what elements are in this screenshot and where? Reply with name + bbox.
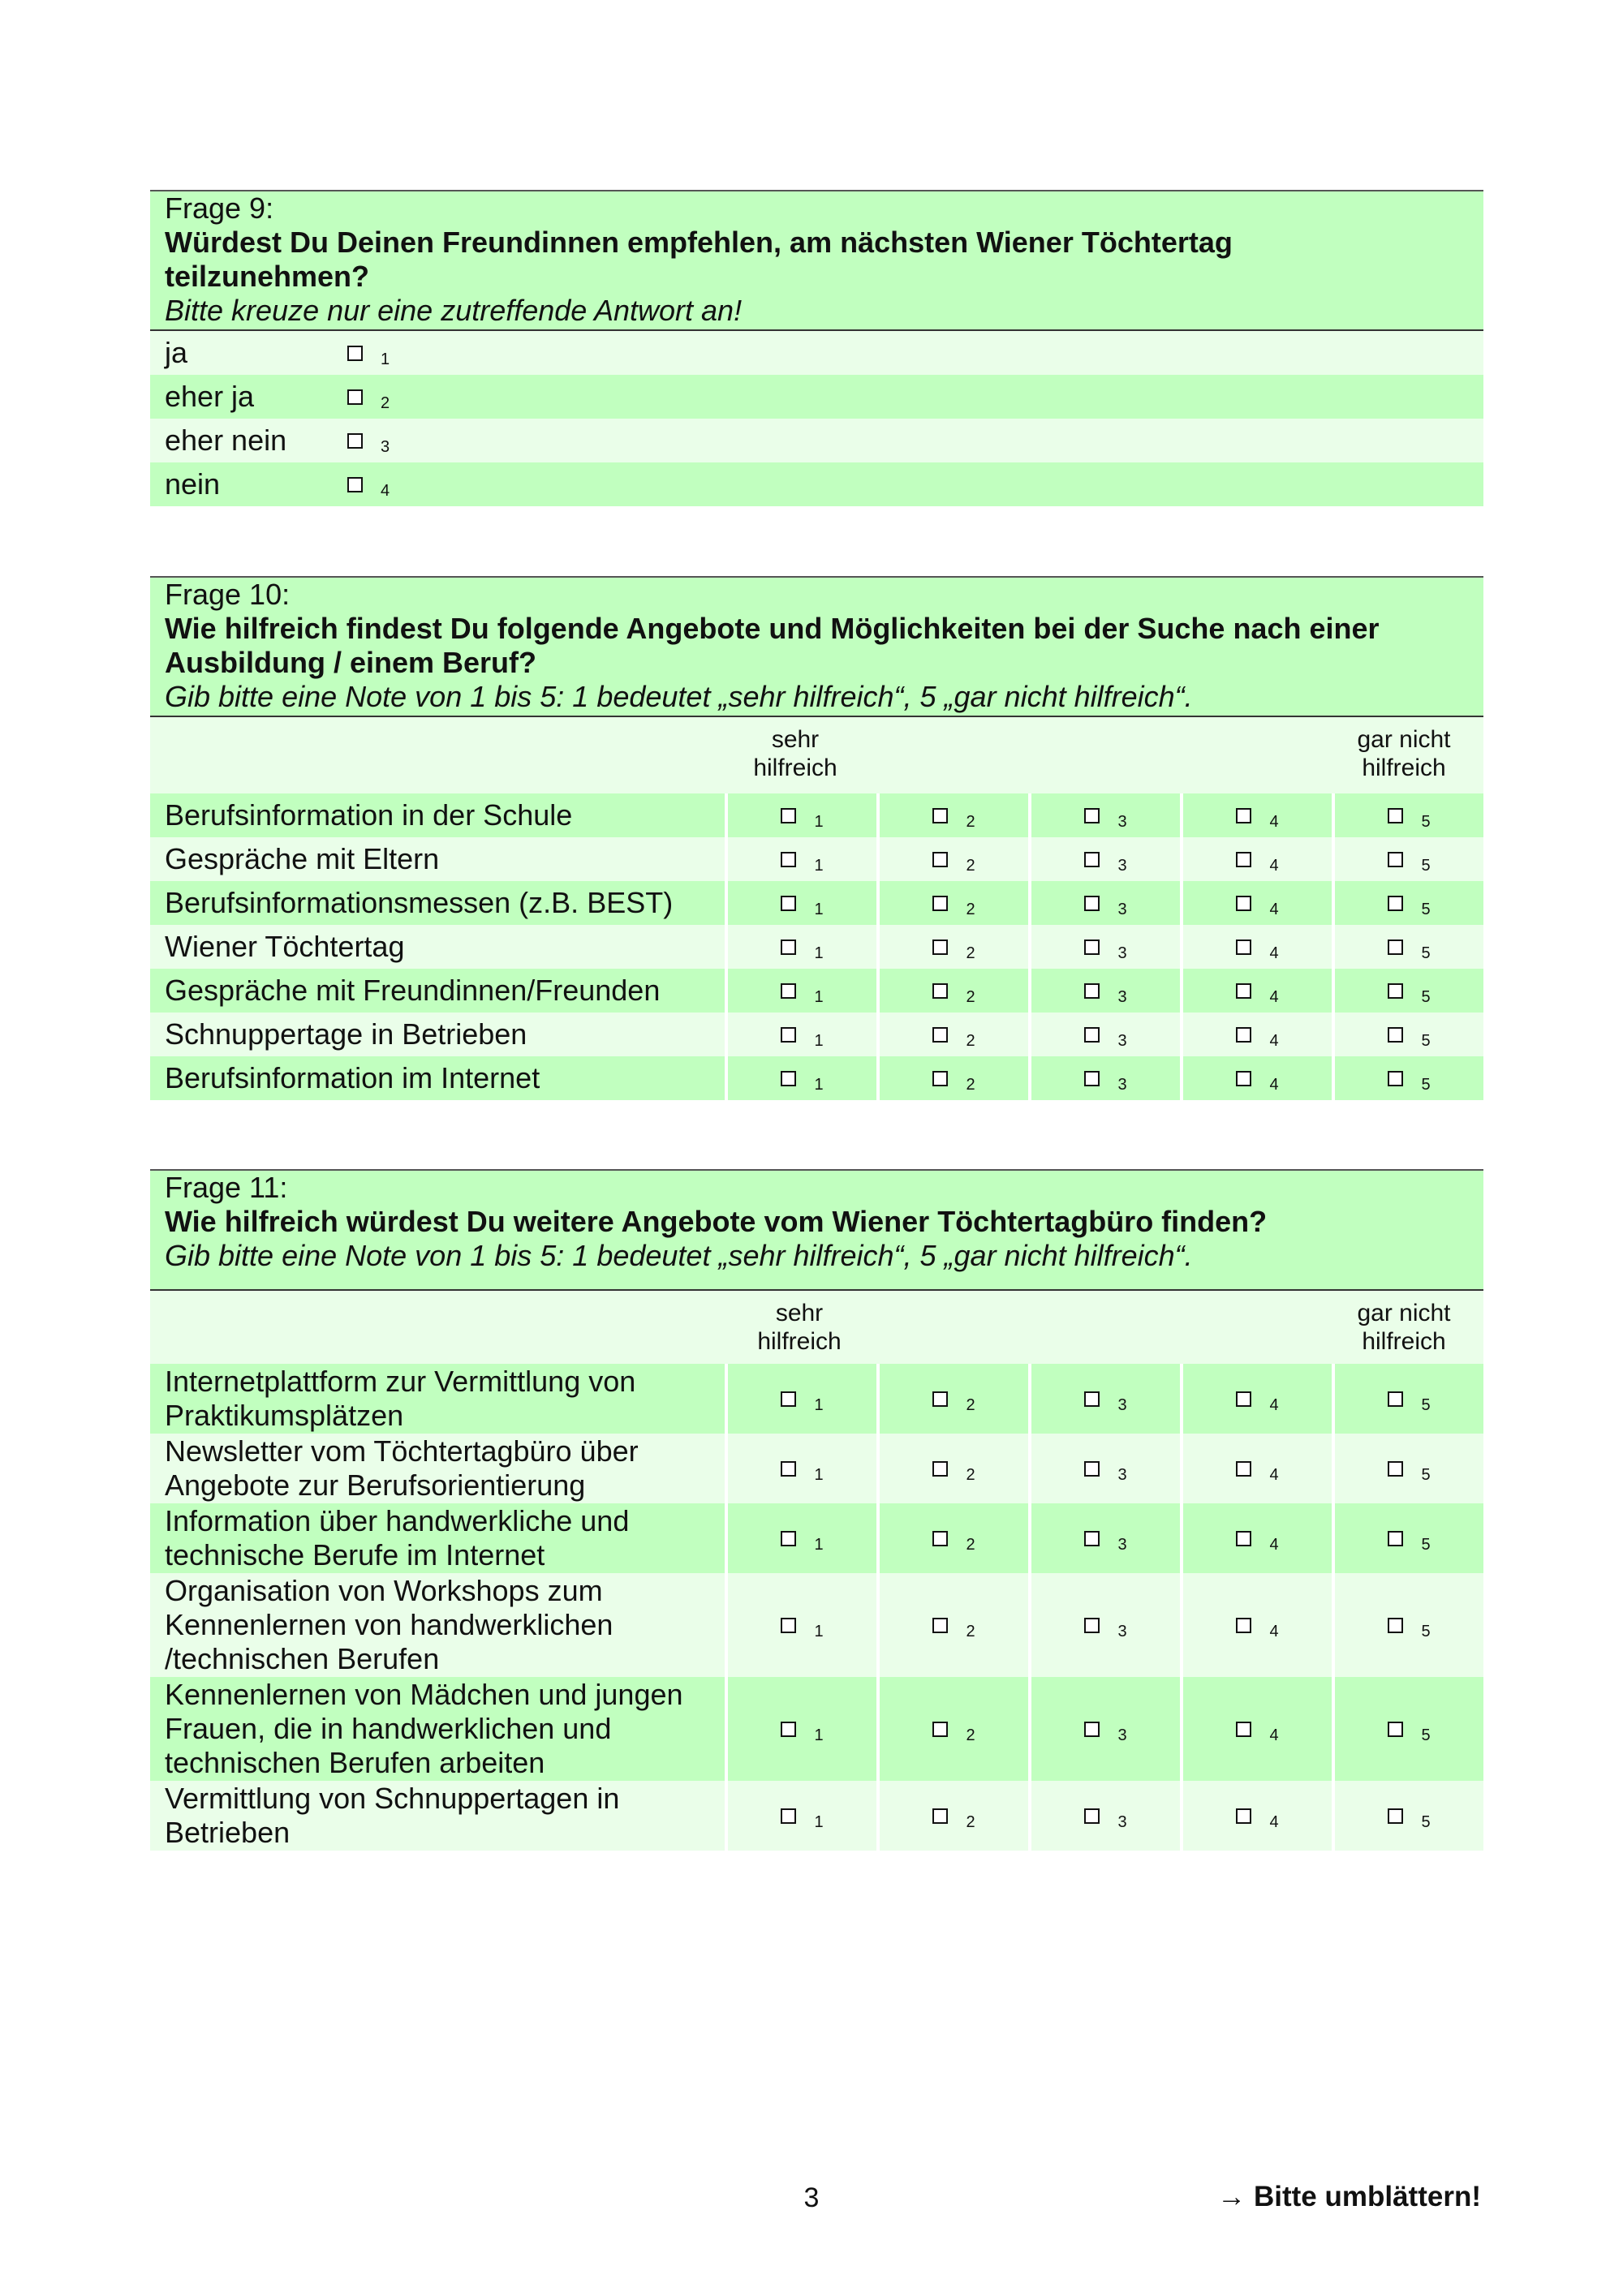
scale-high-label: gar nicht hilfreich <box>1357 726 1451 781</box>
rating-item-label: Gespräche mit Freundinnen/Freunden <box>165 974 661 1007</box>
rating-cell <box>1180 925 1332 969</box>
answer-code: 2 <box>381 393 390 412</box>
checkbox[interactable] <box>1388 1618 1403 1633</box>
checkbox[interactable] <box>1236 983 1251 999</box>
checkbox[interactable] <box>781 1808 796 1824</box>
answer-code: 2 <box>966 1395 975 1414</box>
rating-cell <box>876 1677 1028 1781</box>
question-11-items <box>150 1364 1483 1851</box>
checkbox[interactable] <box>1236 1531 1251 1546</box>
checkbox[interactable] <box>1236 1808 1251 1824</box>
rating-row <box>150 1781 1483 1851</box>
rating-row <box>150 837 1483 881</box>
answer-code: 1 <box>814 1075 824 1094</box>
checkbox[interactable] <box>1388 1808 1403 1824</box>
checkbox[interactable] <box>781 1461 796 1477</box>
rating-cell <box>1028 1503 1180 1573</box>
rating-cell <box>1180 1056 1332 1100</box>
checkbox[interactable] <box>781 983 796 999</box>
checkbox[interactable] <box>1388 939 1403 955</box>
rating-cell <box>876 1056 1028 1100</box>
rating-item-label: Organisation von Workshops zum Kennenlernen von handwerklichen /technischen Berufen <box>165 1574 613 1675</box>
checkbox[interactable] <box>781 1391 796 1407</box>
answer-code: 4 <box>1269 1465 1279 1484</box>
question-10-items <box>150 793 1483 1100</box>
rating-cell <box>876 1503 1028 1573</box>
question-11-header <box>150 1169 1483 1291</box>
rating-cell <box>1028 1781 1180 1851</box>
checkbox[interactable] <box>932 1027 948 1043</box>
rating-cell <box>876 1434 1028 1503</box>
answer-code: 5 <box>1421 856 1431 875</box>
rating-cell <box>876 925 1028 969</box>
answer-code: 5 <box>1421 1395 1431 1414</box>
checkbox[interactable] <box>1388 808 1403 823</box>
rating-row <box>150 1677 1483 1781</box>
scale-header <box>150 717 1483 793</box>
checkbox[interactable] <box>1388 1531 1403 1546</box>
answer-code: 3 <box>1117 900 1127 918</box>
answer-code: 3 <box>1117 1395 1127 1414</box>
rating-cell <box>1028 1434 1180 1503</box>
checkbox[interactable] <box>1236 852 1251 867</box>
rating-cell <box>1180 1364 1332 1434</box>
answer-code: 2 <box>966 1465 975 1484</box>
rating-item-label: Schnuppertage in Betrieben <box>165 1017 527 1051</box>
checkbox[interactable] <box>932 1461 948 1477</box>
scale-low-label: sehr hilfreich <box>753 726 837 781</box>
rating-cell <box>1332 1434 1483 1503</box>
rating-cell <box>725 1781 876 1851</box>
rating-cell <box>1028 1056 1180 1100</box>
question-9 <box>150 190 1483 506</box>
question-11 <box>150 1169 1483 1851</box>
option-label: nein <box>165 467 221 501</box>
answer-code: 5 <box>1421 812 1431 831</box>
rating-cell <box>725 1364 876 1434</box>
answer-code: 5 <box>1421 1075 1431 1094</box>
scale-low-label: sehr hilfreich <box>757 1300 842 1355</box>
answer-code: 2 <box>966 1031 975 1050</box>
answer-code: 1 <box>814 1031 824 1050</box>
checkbox[interactable] <box>1236 1722 1251 1737</box>
checkbox[interactable] <box>932 808 948 823</box>
answer-code: 5 <box>1421 1726 1431 1744</box>
checkbox[interactable] <box>1236 808 1251 823</box>
answer-code: 1 <box>814 1812 824 1831</box>
question-10-header <box>150 576 1483 717</box>
answer-code: 3 <box>1117 1812 1127 1831</box>
rating-item-label: Berufsinformation in der Schule <box>165 798 573 832</box>
checkbox[interactable] <box>1388 852 1403 867</box>
answer-code: 4 <box>1269 812 1279 831</box>
rating-cell <box>1332 837 1483 881</box>
answer-code: 1 <box>814 1395 824 1414</box>
answer-code: 2 <box>966 987 975 1006</box>
answer-code: 5 <box>1421 1622 1431 1640</box>
answer-code: 2 <box>966 812 975 831</box>
checkbox[interactable] <box>347 346 363 361</box>
answer-code: 1 <box>814 812 824 831</box>
question-11-title: Wie hilfreich würdest Du weitere Angebote vom Wiener Töchtertagbüro finden? <box>165 1205 1268 1238</box>
answer-code: 4 <box>1269 1075 1279 1094</box>
answer-code: 4 <box>1269 1395 1279 1414</box>
rating-cell <box>725 1056 876 1100</box>
rating-row <box>150 1056 1483 1100</box>
answer-code: 3 <box>1117 856 1127 875</box>
rating-item-label: Information über handwerkliche und technische Berufe im Internet <box>165 1504 630 1572</box>
rating-cell <box>876 1364 1028 1434</box>
checkbox[interactable] <box>1236 939 1251 955</box>
rating-cell <box>1180 1434 1332 1503</box>
answer-code: 4 <box>1269 987 1279 1006</box>
option-row <box>150 462 1483 506</box>
rating-cell <box>1332 1056 1483 1100</box>
rating-cell <box>1028 881 1180 925</box>
rating-row <box>150 1364 1483 1434</box>
checkbox[interactable] <box>1084 1391 1100 1407</box>
answer-code: 5 <box>1421 987 1431 1006</box>
answer-code: 3 <box>1117 1075 1127 1094</box>
option-label: eher ja <box>165 380 255 413</box>
rating-cell <box>1180 1013 1332 1056</box>
checkbox[interactable] <box>1236 1618 1251 1633</box>
option-label: eher nein <box>165 424 287 457</box>
checkbox[interactable] <box>1084 896 1100 911</box>
checkbox[interactable] <box>781 1722 796 1737</box>
rating-cell <box>1180 1781 1332 1851</box>
checkbox[interactable] <box>1084 1531 1100 1546</box>
checkbox[interactable] <box>781 939 796 955</box>
rating-row <box>150 1503 1483 1573</box>
answer-code: 5 <box>1421 1535 1431 1554</box>
checkbox[interactable] <box>932 1808 948 1824</box>
rating-item-label: Kennenlernen von Mädchen und jungen Frauen, die in handwerklichen und technischen Berufen arbeiten <box>165 1678 683 1779</box>
question-9-number: Frage 9: <box>165 191 274 225</box>
answer-code: 2 <box>966 1812 975 1831</box>
checkbox[interactable] <box>781 852 796 867</box>
question-11-hint: Gib bitte eine Note von 1 bis 5: 1 bedeutet „sehr hilfreich“, 5 „gar nicht hilfreich“. <box>165 1239 1193 1272</box>
answer-code: 4 <box>1269 1726 1279 1744</box>
rating-item-label: Newsletter vom Töchtertagbüro über Angebote zur Berufsorientierung <box>165 1434 639 1502</box>
answer-code: 1 <box>814 944 824 962</box>
checkbox[interactable] <box>347 477 363 492</box>
checkbox[interactable] <box>932 1531 948 1546</box>
answer-code: 3 <box>1117 987 1127 1006</box>
rating-cell <box>876 881 1028 925</box>
rating-cell <box>725 793 876 837</box>
rating-cell <box>1180 881 1332 925</box>
rating-cell <box>876 1013 1028 1056</box>
option-row <box>150 419 1483 462</box>
rating-cell <box>1028 1364 1180 1434</box>
answer-code: 2 <box>966 944 975 962</box>
rating-cell <box>1028 969 1180 1013</box>
answer-code: 1 <box>814 987 824 1006</box>
answer-code: 5 <box>1421 1031 1431 1050</box>
rating-cell <box>1180 837 1332 881</box>
question-11-number: Frage 11: <box>165 1171 288 1204</box>
checkbox[interactable] <box>1388 983 1403 999</box>
rating-row <box>150 969 1483 1013</box>
checkbox[interactable] <box>1084 1027 1100 1043</box>
rating-cell <box>1180 1503 1332 1573</box>
rating-cell <box>725 1503 876 1573</box>
question-10-hint: Gib bitte eine Note von 1 bis 5: 1 bedeutet „sehr hilfreich“, 5 „gar nicht hilfreich“. <box>165 680 1193 713</box>
rating-cell <box>1332 1781 1483 1851</box>
rating-item-label: Vermittlung von Schnuppertagen in Betrieben <box>165 1782 620 1849</box>
checkbox[interactable] <box>932 939 948 955</box>
answer-code: 3 <box>1117 1726 1127 1744</box>
question-9-hint: Bitte kreuze nur eine zutreffende Antwort an! <box>165 294 743 327</box>
rating-cell <box>876 793 1028 837</box>
checkbox[interactable] <box>932 1618 948 1633</box>
rating-cell <box>1332 881 1483 925</box>
answer-code: 5 <box>1421 900 1431 918</box>
rating-row <box>150 1573 1483 1677</box>
rating-cell <box>1180 1677 1332 1781</box>
question-10 <box>150 576 1483 1100</box>
question-9-header <box>150 190 1483 331</box>
checkbox[interactable] <box>932 983 948 999</box>
checkbox[interactable] <box>1084 808 1100 823</box>
answer-code: 3 <box>381 437 390 456</box>
checkbox[interactable] <box>781 896 796 911</box>
answer-code: 2 <box>966 1726 975 1744</box>
checkbox[interactable] <box>1084 983 1100 999</box>
rating-item-label: Internetplattform zur Vermittlung von Praktikumsplätzen <box>165 1365 636 1432</box>
turn-page-hint: → Bitte umblättern! <box>1217 2181 1481 2212</box>
rating-item-label: Gespräche mit Eltern <box>165 842 440 875</box>
checkbox[interactable] <box>1084 1808 1100 1824</box>
rating-row <box>150 1013 1483 1056</box>
rating-cell <box>1028 1677 1180 1781</box>
checkbox[interactable] <box>781 1618 796 1633</box>
answer-code: 3 <box>1117 1535 1127 1554</box>
checkbox[interactable] <box>1388 1071 1403 1086</box>
answer-code: 1 <box>814 1465 824 1484</box>
rating-cell <box>725 969 876 1013</box>
checkbox[interactable] <box>1084 1618 1100 1633</box>
checkbox[interactable] <box>1388 1027 1403 1043</box>
rating-cell <box>876 837 1028 881</box>
scale-header <box>150 1291 1483 1364</box>
answer-code: 2 <box>966 856 975 875</box>
answer-code: 1 <box>814 1622 824 1640</box>
answer-code: 3 <box>1117 1031 1127 1050</box>
checkbox[interactable] <box>1084 939 1100 955</box>
rating-cell <box>725 1434 876 1503</box>
rating-cell <box>1332 1364 1483 1434</box>
rating-cell <box>876 1573 1028 1677</box>
rating-cell <box>1028 793 1180 837</box>
checkbox[interactable] <box>1236 1461 1251 1477</box>
checkbox[interactable] <box>1388 1461 1403 1477</box>
checkbox[interactable] <box>347 389 363 405</box>
rating-cell <box>725 881 876 925</box>
question-10-title: Wie hilfreich findest Du folgende Angebote und Möglichkeiten bei der Suche nach einer Ausbildung / einem Beruf? <box>165 612 1380 679</box>
page-number: 3 <box>803 2182 820 2213</box>
answer-code: 4 <box>1269 856 1279 875</box>
checkbox[interactable] <box>781 1071 796 1086</box>
answer-code: 2 <box>966 1075 975 1094</box>
scale-high-label: gar nicht hilfreich <box>1357 1300 1451 1355</box>
rating-cell <box>725 1677 876 1781</box>
checkbox[interactable] <box>1084 1071 1100 1086</box>
answer-code: 3 <box>1117 1622 1127 1640</box>
answer-code: 3 <box>1117 944 1127 962</box>
rating-cell <box>1180 793 1332 837</box>
answer-code: 2 <box>966 1535 975 1554</box>
answer-code: 4 <box>1269 1622 1279 1640</box>
answer-code: 1 <box>814 900 824 918</box>
option-row <box>150 375 1483 419</box>
rating-cell <box>725 1013 876 1056</box>
question-10-number: Frage 10: <box>165 578 291 611</box>
checkbox[interactable] <box>1236 1027 1251 1043</box>
answer-code: 4 <box>1269 944 1279 962</box>
rating-cell <box>1028 1013 1180 1056</box>
rating-cell <box>876 969 1028 1013</box>
rating-row <box>150 881 1483 925</box>
rating-item-label: Wiener Töchtertag <box>165 930 405 963</box>
rating-cell <box>725 925 876 969</box>
rating-cell <box>1332 969 1483 1013</box>
option-row <box>150 331 1483 375</box>
checkbox[interactable] <box>932 896 948 911</box>
checkbox[interactable] <box>1388 896 1403 911</box>
answer-code: 4 <box>381 481 390 500</box>
checkbox[interactable] <box>781 1027 796 1043</box>
checkbox[interactable] <box>1084 1461 1100 1477</box>
rating-item-label: Berufsinformation im Internet <box>165 1061 540 1094</box>
rating-cell <box>1180 969 1332 1013</box>
answer-code: 5 <box>1421 1812 1431 1831</box>
rating-cell <box>1028 1573 1180 1677</box>
answer-code: 3 <box>1117 1465 1127 1484</box>
answer-code: 1 <box>814 856 824 875</box>
answer-code: 4 <box>1269 900 1279 918</box>
rating-cell <box>725 1573 876 1677</box>
rating-row <box>150 793 1483 837</box>
answer-code: 4 <box>1269 1031 1279 1050</box>
checkbox[interactable] <box>1388 1722 1403 1737</box>
answer-code: 4 <box>1269 1812 1279 1831</box>
checkbox[interactable] <box>1236 1071 1251 1086</box>
checkbox[interactable] <box>1236 1391 1251 1407</box>
checkbox[interactable] <box>932 1071 948 1086</box>
rating-cell <box>1332 925 1483 969</box>
rating-cell <box>1332 793 1483 837</box>
rating-cell <box>1180 1573 1332 1677</box>
rating-cell <box>876 1781 1028 1851</box>
option-label: ja <box>165 336 188 369</box>
rating-cell <box>1028 925 1180 969</box>
checkbox[interactable] <box>1388 1391 1403 1407</box>
rating-cell <box>725 837 876 881</box>
rating-cell <box>1028 837 1180 881</box>
rating-cell <box>1332 1677 1483 1781</box>
checkbox[interactable] <box>932 1722 948 1737</box>
checkbox[interactable] <box>932 1391 948 1407</box>
answer-code: 1 <box>381 350 390 368</box>
checkbox[interactable] <box>781 808 796 823</box>
rating-cell <box>1332 1503 1483 1573</box>
rating-cell <box>1332 1573 1483 1677</box>
rating-row <box>150 925 1483 969</box>
answer-code: 1 <box>814 1726 824 1744</box>
rating-row <box>150 1434 1483 1503</box>
checkbox[interactable] <box>347 433 363 449</box>
answer-code: 5 <box>1421 944 1431 962</box>
answer-code: 1 <box>814 1535 824 1554</box>
checkbox[interactable] <box>781 1531 796 1546</box>
rating-cell <box>1332 1013 1483 1056</box>
rating-item-label: Berufsinformationsmessen (z.B. BEST) <box>165 886 674 919</box>
checkbox[interactable] <box>1084 1722 1100 1737</box>
answer-code: 2 <box>966 900 975 918</box>
checkbox[interactable] <box>932 852 948 867</box>
answer-code: 4 <box>1269 1535 1279 1554</box>
checkbox[interactable] <box>1084 852 1100 867</box>
answer-code: 5 <box>1421 1465 1431 1484</box>
answer-code: 3 <box>1117 812 1127 831</box>
answer-code: 2 <box>966 1622 975 1640</box>
question-9-title: Würdest Du Deinen Freundinnen empfehlen, am nächsten Wiener Töchtertag teilzunehmen? <box>165 226 1233 293</box>
checkbox[interactable] <box>1236 896 1251 911</box>
